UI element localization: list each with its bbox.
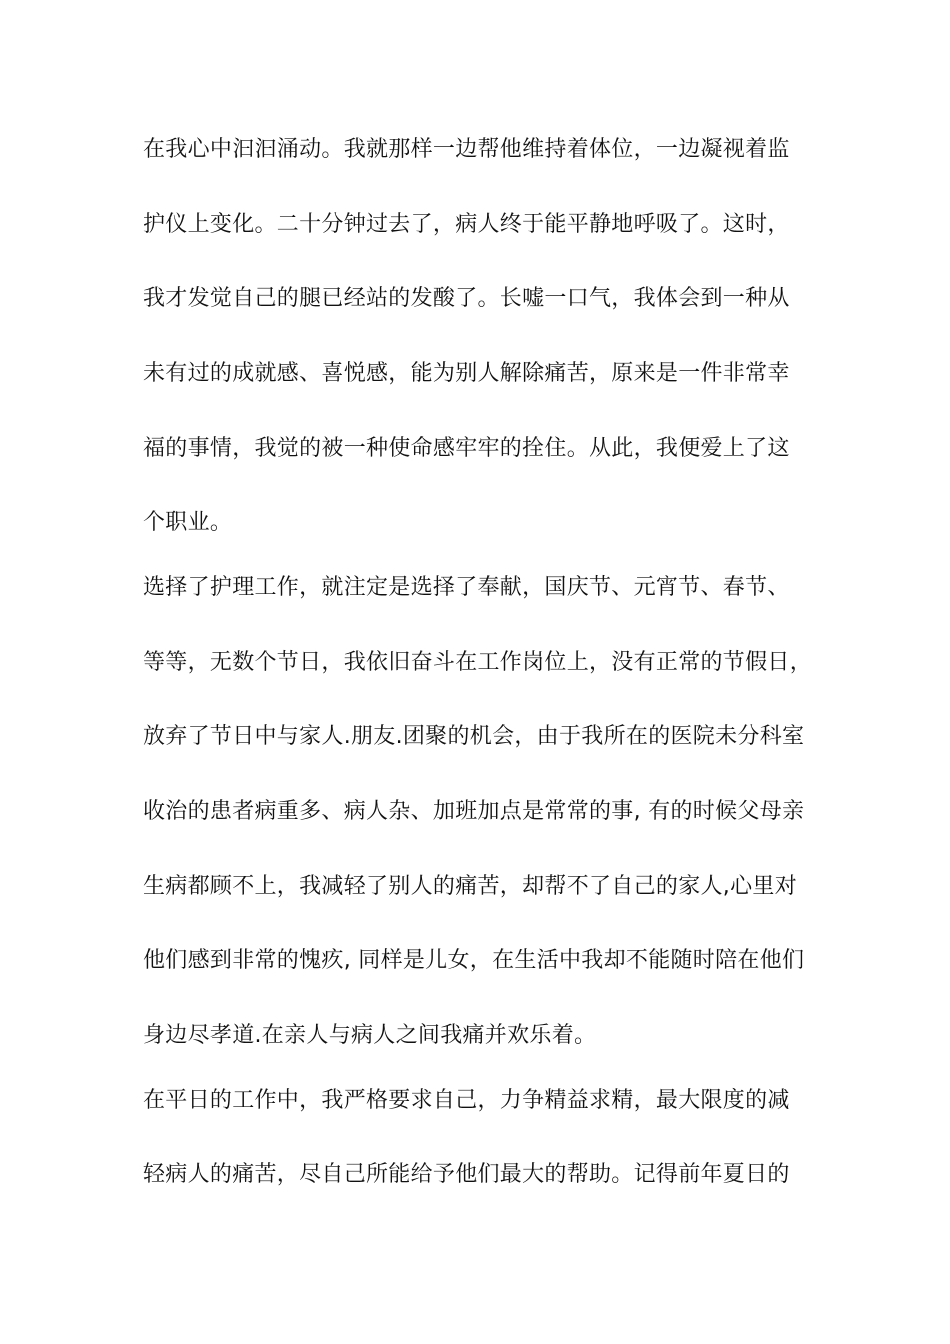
text-line: 轻病人的痛苦，尽自己所能给予他们最大的帮助。记得前年夏日的 (143, 1162, 790, 1187)
text-line: 护仪上变化。二十分钟过去了，病人终于能平静地呼吸了。这时， (143, 212, 790, 237)
text-line: 我才发觉自己的腿已经站的发酸了。长嘘一口气，我体会到一种从 (143, 286, 790, 311)
text-line: 在我心中汩汩涌动。我就那样一边帮他维持着体位，一边凝视着监 (143, 137, 790, 162)
text-line: 放弃了节日中与家人.朋友.团聚的机会，由于我所在的医院未分科室 (143, 724, 805, 749)
text-line: 在平日的工作中，我严格要求自己，力争精益求精，最大限度的减 (143, 1088, 790, 1113)
text-line: 福的事情，我觉的被一种使命感牢牢的拴住。从此，我便爱上了这 (143, 436, 790, 461)
text-line: 选择了护理工作，就注定是选择了奉献，国庆节、元宵节、春节、 (143, 575, 790, 600)
text-line: 他们感到非常的愧疚, 同样是儿女，在生活中我却不能随时陪在他们 (143, 948, 805, 973)
text-line: 生病都顾不上，我减轻了别人的痛苦，却帮不了自己的家人,心里对 (143, 874, 797, 899)
text-line: 身边尽孝道.在亲人与病人之间我痛并欢乐着。 (143, 1023, 597, 1048)
text-line: 未有过的成就感、喜悦感，能为别人解除痛苦，原来是一件非常幸 (143, 361, 790, 386)
text-line: 个职业。 (143, 510, 233, 535)
text-line: 收治的患者病重多、病人杂、加班加点是常常的事, 有的时候父母亲 (143, 799, 805, 824)
text-line: 等等，无数个节日，我依旧奋斗在工作岗位上，没有正常的节假日， (143, 650, 813, 675)
